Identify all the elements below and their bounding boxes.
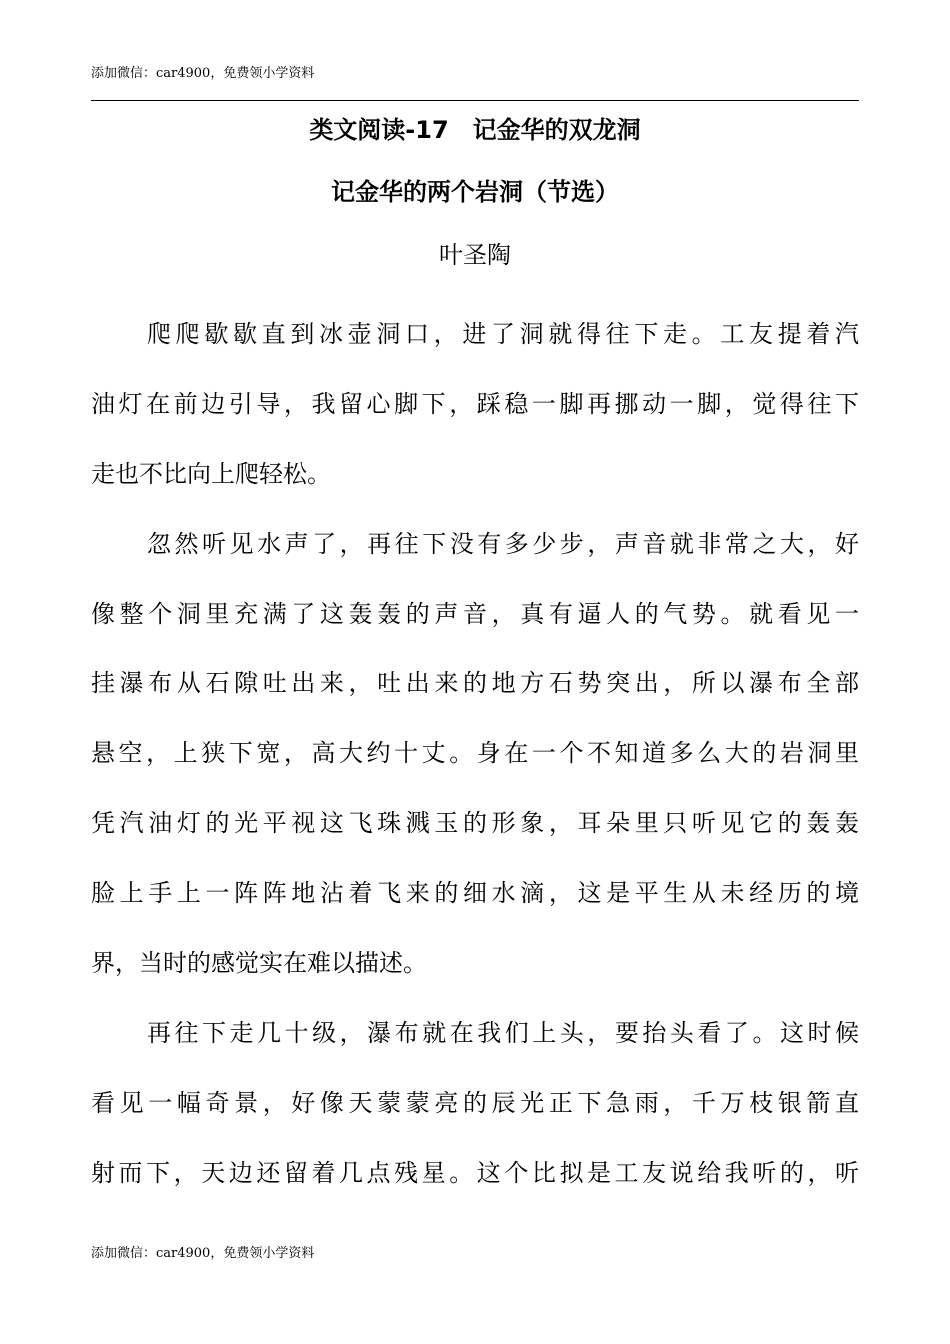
text-line: 凭汽油灯的光平视这飞珠溅玉的形象，耳朵里只听见它的轰轰 — [91, 809, 859, 838]
text-line: 悬空，上狭下宽，高大约十丈。身在一个不知道多么大的岩洞里 — [91, 739, 859, 768]
text-line: 界，当时的感觉实在难以描述。 — [91, 949, 427, 978]
text-line: 爬爬歇歇直到冰壶洞口，进了洞就得往下走。工友提着汽 — [147, 320, 859, 348]
text-line: 走也不比向上爬轻松。 — [91, 459, 331, 488]
article-title: 记金华的两个岩洞（节选） — [331, 178, 619, 206]
footer-note: 添加微信：car4900，免费领小学资料 — [91, 1246, 315, 1261]
header-note: 添加微信：car4900，免费领小学资料 — [91, 66, 315, 81]
paragraph-3 — [91, 999, 859, 1209]
text-line: 射而下，天边还留着几点残星。这个比拟是工友说给我听的，听 — [91, 1158, 859, 1187]
text-line: 忽然听见水声了，再往下没有多少步，声音就非常之大，好 — [147, 529, 859, 558]
text-line: 像整个洞里充满了这轰轰的声音，真有逼人的气势。就看见一 — [91, 599, 859, 628]
text-line: 脸上手上一阵阵地沾着飞来的细水滴，这是平生从未经历的境 — [91, 879, 859, 908]
text-line: 再往下走几十级，瀑布就在我们上头，要抬头看了。这时候 — [147, 1018, 859, 1047]
author-name: 叶圣陶 — [439, 241, 511, 269]
paragraph-1 — [91, 300, 859, 510]
page-title: 类文阅读-17 记金华的双龙洞 — [309, 116, 641, 144]
header-divider — [91, 100, 859, 101]
paragraph-2 — [91, 510, 859, 999]
article-body — [91, 300, 859, 1209]
text-line: 挂瀑布从石隙吐出来，吐出来的地方石势突出，所以瀑布全部 — [91, 669, 859, 698]
text-line: 看见一幅奇景，好像天蒙蒙亮的辰光正下急雨，千万枝银箭直 — [91, 1088, 859, 1117]
text-line: 油灯在前边引导，我留心脚下，踩稳一脚再挪动一脚，觉得往下 — [91, 389, 859, 418]
